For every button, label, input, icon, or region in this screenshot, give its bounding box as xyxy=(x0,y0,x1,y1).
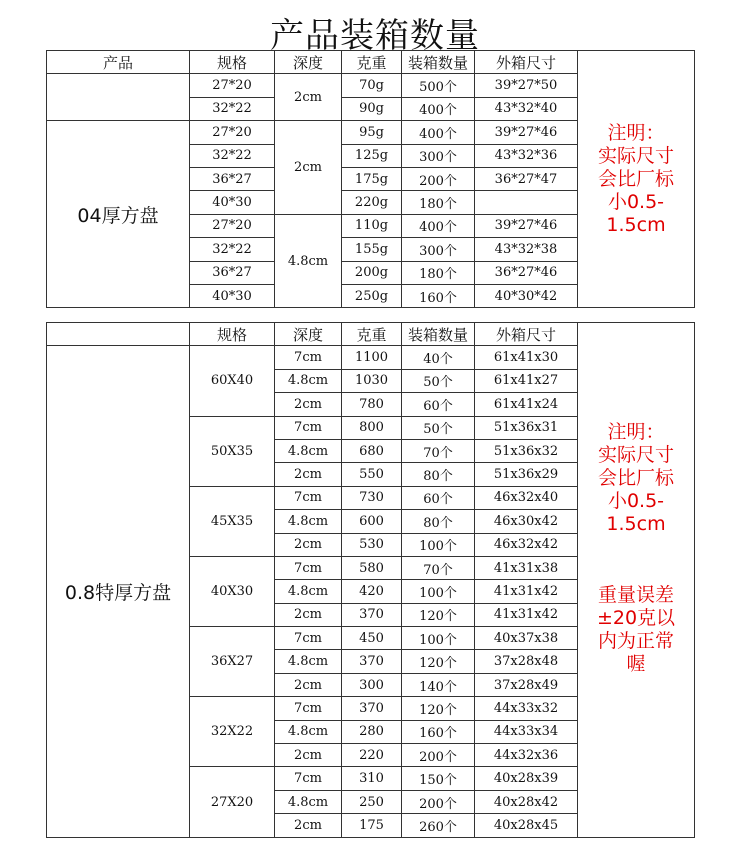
box-cell: 40*30*42 xyxy=(475,284,578,307)
box-cell: 46x32x40 xyxy=(475,486,578,509)
spec-cell: 27X20 xyxy=(190,767,275,837)
qty-cell: 120个 xyxy=(402,650,475,673)
weight-cell: 220g xyxy=(342,191,402,214)
header-weight: 克重 xyxy=(342,51,402,74)
weight-cell: 90g xyxy=(342,97,402,120)
depth-cell: 7cm xyxy=(275,767,342,790)
depth-cell: 7cm xyxy=(275,416,342,439)
header-product: 产品 xyxy=(47,51,190,74)
spec-cell: 27*20 xyxy=(190,121,275,144)
weight-cell: 70g xyxy=(342,74,402,97)
table-04-thick-square-tray xyxy=(46,50,695,308)
box-cell: 36*27*47 xyxy=(475,167,578,190)
weight-cell: 530 xyxy=(342,533,402,556)
weight-cell: 220 xyxy=(342,744,402,767)
table-08-extra-thick-square-tray xyxy=(46,322,695,838)
qty-cell: 160个 xyxy=(402,284,475,307)
box-cell: 40x28x45 xyxy=(475,814,578,837)
spec-cell: 40*30 xyxy=(190,191,275,214)
depth-cell: 4.8cm xyxy=(275,580,342,603)
qty-cell: 50个 xyxy=(402,416,475,439)
qty-cell: 140个 xyxy=(402,673,475,696)
box-cell: 36*27*46 xyxy=(475,261,578,284)
weight-cell: 420 xyxy=(342,580,402,603)
qty-cell: 180个 xyxy=(402,191,475,214)
note-line: 1.5cm xyxy=(606,213,666,236)
weight-cell: 370 xyxy=(342,603,402,626)
weight-cell: 580 xyxy=(342,556,402,579)
header-box-size: 外箱尺寸 xyxy=(475,323,578,346)
weight-cell: 550 xyxy=(342,463,402,486)
depth-cell: 4.8cm xyxy=(275,790,342,813)
weight-cell: 155g xyxy=(342,238,402,261)
spec-cell: 36*27 xyxy=(190,261,275,284)
qty-cell: 50个 xyxy=(402,369,475,392)
spec-cell: 32*22 xyxy=(190,144,275,167)
weight-cell: 250 xyxy=(342,790,402,813)
depth-cell: 7cm xyxy=(275,346,342,369)
box-cell: 41x31x38 xyxy=(475,556,578,579)
weight-cell: 600 xyxy=(342,510,402,533)
depth-cell: 2cm xyxy=(275,744,342,767)
weight-cell: 110g xyxy=(342,214,402,237)
weight-cell: 1030 xyxy=(342,369,402,392)
box-cell: 41x31x42 xyxy=(475,603,578,626)
qty-cell: 60个 xyxy=(402,393,475,416)
header-depth: 深度 xyxy=(275,51,342,74)
qty-cell: 260个 xyxy=(402,814,475,837)
qty-cell: 60个 xyxy=(402,486,475,509)
header-depth: 深度 xyxy=(275,323,342,346)
note-line-weight-tolerance: ±20克以 xyxy=(596,607,676,629)
weight-cell: 370 xyxy=(342,697,402,720)
box-cell: 40x37x38 xyxy=(475,627,578,650)
box-cell: 37x28x48 xyxy=(475,650,578,673)
qty-cell: 120个 xyxy=(402,697,475,720)
product-name: 0.8特厚方盘 xyxy=(47,346,190,837)
weight-cell: 680 xyxy=(342,439,402,462)
note-spacer xyxy=(584,536,688,584)
note-line: 1.5cm xyxy=(606,513,666,535)
qty-cell: 400个 xyxy=(402,214,475,237)
box-cell: 61x41x24 xyxy=(475,393,578,416)
note-line: 小0.5- xyxy=(607,190,665,213)
qty-cell: 80个 xyxy=(402,463,475,486)
weight-cell: 175g xyxy=(342,167,402,190)
qty-cell: 100个 xyxy=(402,627,475,650)
box-cell: 43*32*38 xyxy=(475,238,578,261)
qty-cell: 120个 xyxy=(402,603,475,626)
qty-cell: 200个 xyxy=(402,744,475,767)
note-line: 注明： xyxy=(607,421,665,443)
depth-cell: 2cm xyxy=(275,673,342,696)
product-cell-empty xyxy=(47,74,190,121)
weight-cell: 730 xyxy=(342,486,402,509)
box-cell: 46x30x42 xyxy=(475,510,578,533)
weight-cell: 95g xyxy=(342,121,402,144)
note-line: 实际尺寸 xyxy=(597,444,674,466)
depth-cell: 4.8cm xyxy=(275,439,342,462)
table-header-row xyxy=(47,323,695,346)
depth-cell: 2cm xyxy=(275,74,342,121)
depth-cell: 2cm xyxy=(275,603,342,626)
depth-cell: 4.8cm xyxy=(275,369,342,392)
box-cell: 51x36x31 xyxy=(475,416,578,439)
qty-cell: 100个 xyxy=(402,580,475,603)
spec-cell: 60X40 xyxy=(190,346,275,416)
qty-cell: 500个 xyxy=(402,74,475,97)
spec-cell: 27*20 xyxy=(190,214,275,237)
depth-cell: 2cm xyxy=(275,463,342,486)
weight-cell: 175 xyxy=(342,814,402,837)
depth-cell: 7cm xyxy=(275,486,342,509)
qty-cell: 70个 xyxy=(402,439,475,462)
spec-cell: 32X22 xyxy=(190,697,275,767)
box-cell: 51x36x32 xyxy=(475,439,578,462)
note-line-weight-tolerance: 重量误差 xyxy=(597,584,674,606)
weight-cell: 800 xyxy=(342,416,402,439)
qty-cell: 300个 xyxy=(402,238,475,261)
weight-cell: 1100 xyxy=(342,346,402,369)
weight-cell: 310 xyxy=(342,767,402,790)
box-cell: 44x32x36 xyxy=(475,744,578,767)
box-cell: 40x28x39 xyxy=(475,767,578,790)
header-qty: 装箱数量 xyxy=(402,323,475,346)
qty-cell: 400个 xyxy=(402,97,475,120)
qty-cell: 150个 xyxy=(402,767,475,790)
box-cell xyxy=(475,191,578,214)
depth-cell: 4.8cm xyxy=(275,650,342,673)
depth-cell: 7cm xyxy=(275,697,342,720)
spec-cell: 27*20 xyxy=(190,74,275,97)
qty-cell: 300个 xyxy=(402,144,475,167)
note-actual-size xyxy=(578,323,695,838)
box-cell: 39*27*46 xyxy=(475,214,578,237)
note-line: 会比厂标 xyxy=(597,167,674,190)
qty-cell: 100个 xyxy=(402,533,475,556)
depth-cell: 7cm xyxy=(275,627,342,650)
weight-cell: 780 xyxy=(342,393,402,416)
header-product-empty xyxy=(47,323,190,346)
box-cell: 61x41x27 xyxy=(475,369,578,392)
header-spec: 规格 xyxy=(190,51,275,74)
weight-cell: 370 xyxy=(342,650,402,673)
spec-cell: 32*22 xyxy=(190,238,275,261)
weight-cell: 300 xyxy=(342,673,402,696)
box-cell: 39*27*46 xyxy=(475,121,578,144)
depth-cell: 4.8cm xyxy=(275,720,342,743)
depth-cell: 4.8cm xyxy=(275,214,342,308)
spec-cell: 45X35 xyxy=(190,486,275,556)
qty-cell: 200个 xyxy=(402,790,475,813)
qty-cell: 400个 xyxy=(402,121,475,144)
header-qty: 装箱数量 xyxy=(402,51,475,74)
weight-cell: 450 xyxy=(342,627,402,650)
depth-cell: 2cm xyxy=(275,393,342,416)
note-line: 注明： xyxy=(607,121,665,144)
box-cell: 43*32*40 xyxy=(475,97,578,120)
depth-cell: 4.8cm xyxy=(275,510,342,533)
qty-cell: 80个 xyxy=(402,510,475,533)
depth-cell: 2cm xyxy=(275,121,342,215)
header-spec: 规格 xyxy=(190,323,275,346)
note-line-weight-tolerance: 内为正常 xyxy=(597,630,674,652)
page-title: 产品装箱数量 xyxy=(270,16,480,56)
note-actual-size xyxy=(578,51,695,308)
box-cell: 40x28x42 xyxy=(475,790,578,813)
depth-cell: 7cm xyxy=(275,556,342,579)
weight-cell: 250g xyxy=(342,284,402,307)
depth-cell: 2cm xyxy=(275,814,342,837)
box-cell: 37x28x49 xyxy=(475,673,578,696)
qty-cell: 160个 xyxy=(402,720,475,743)
note-line: 小0.5- xyxy=(607,490,665,512)
weight-cell: 200g xyxy=(342,261,402,284)
box-cell: 44x33x32 xyxy=(475,697,578,720)
table-header-row xyxy=(47,51,695,74)
box-cell: 43*32*36 xyxy=(475,144,578,167)
spec-cell: 50X35 xyxy=(190,416,275,486)
box-cell: 41x31x42 xyxy=(475,580,578,603)
qty-cell: 200个 xyxy=(402,167,475,190)
qty-cell: 40个 xyxy=(402,346,475,369)
box-cell: 46x32x42 xyxy=(475,533,578,556)
spec-cell: 40X30 xyxy=(190,556,275,626)
note-line-weight-tolerance: 喔 xyxy=(626,653,646,675)
spec-cell: 36X27 xyxy=(190,627,275,697)
header-weight: 克重 xyxy=(342,323,402,346)
product-name: 04厚方盘 xyxy=(47,121,190,308)
qty-cell: 70个 xyxy=(402,556,475,579)
weight-cell: 125g xyxy=(342,144,402,167)
spec-cell: 40*30 xyxy=(190,284,275,307)
box-cell: 51x36x29 xyxy=(475,463,578,486)
header-box-size: 外箱尺寸 xyxy=(475,51,578,74)
weight-cell: 280 xyxy=(342,720,402,743)
note-line: 实际尺寸 xyxy=(597,144,674,167)
note-line: 会比厂标 xyxy=(597,467,674,489)
spec-cell: 36*27 xyxy=(190,167,275,190)
qty-cell: 180个 xyxy=(402,261,475,284)
box-cell: 44x33x34 xyxy=(475,720,578,743)
box-cell: 61x41x30 xyxy=(475,346,578,369)
spec-cell: 32*22 xyxy=(190,97,275,120)
box-cell: 39*27*50 xyxy=(475,74,578,97)
depth-cell: 2cm xyxy=(275,533,342,556)
